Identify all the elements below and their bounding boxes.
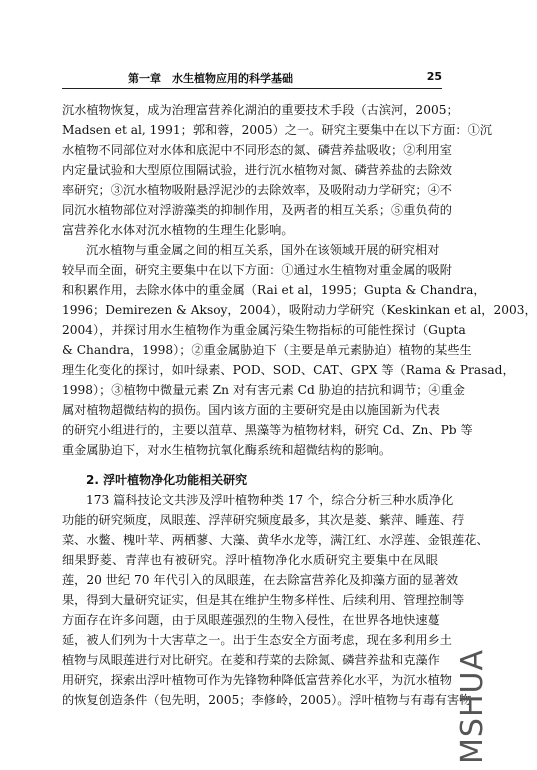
text-line: 1996；Demirezen & Aksoy，2004），吸附动力学研究（Keskinkan et al，2003， bbox=[62, 303, 537, 317]
text-line: 方面存在许多问题，由于凤眼莲强烈的生物入侵性，在世界各地快速蔓 bbox=[62, 613, 440, 627]
running-header bbox=[62, 66, 442, 89]
text-line: 富营养化水体对沉水植物的生理生化影响。 bbox=[62, 223, 294, 237]
text-line: 同沉水植物部位对浮游藻类的抑制作用，及两者的相互关系；⑤重负荷的 bbox=[62, 203, 452, 217]
text-line: 植物与凤眼莲进行对比研究。在菱和荇菜的去除氮、磷营养盐和克藻作 bbox=[62, 653, 440, 667]
text-line: 延，被人们列为十大害草之一。出于生态安全方面考虑，现在多利用乡土 bbox=[62, 633, 452, 647]
text-line: 重金属胁迫下，对水生植物抗氧化酶系统和超微结构的影响。 bbox=[62, 443, 392, 457]
text-line: 的恢复创造条件（包先明，2005；李修岭，2005）。浮叶植物与有毒有害物 bbox=[62, 693, 472, 707]
text-line: 和积累作用，去除水体中的重金属（Rai et al，1995；Gupta & Chandra， bbox=[62, 283, 486, 297]
paragraph-2 bbox=[62, 240, 537, 460]
chapter-title: 第一章 水生植物应用的科学基础 bbox=[128, 72, 293, 85]
section-heading: 2. 浮叶植物净化功能相关研究 bbox=[86, 473, 248, 487]
text-line: 沉水植物与重金属之间的相互关系，国外在该领域开展的研究相对 bbox=[86, 243, 440, 257]
page-number: 25 bbox=[426, 70, 442, 83]
text-line: 沉水植物恢复，成为治理富营养化湖泊的重要技术手段（古滨河，2005； bbox=[62, 103, 459, 117]
text-line: 功能的研究频度，凤眼莲、浮萍研究频度最多，其次是菱、紫萍、睡莲、荇 bbox=[62, 513, 465, 527]
text-line: 1998）；③植物中微量元素 Zn 对有害元素 Cd 胁迫的拮抗和调节；④重金 bbox=[62, 383, 465, 397]
text-line: & Chandra，1998）；②重金属胁迫下（主要是单元素胁迫）植物的某些生 bbox=[62, 343, 472, 357]
text-line: 莲，20 世纪 70 年代引入的凤眼莲，在去除富营养化及抑藻方面的显著效 bbox=[62, 573, 459, 587]
text-line: Madsen et al, 1991；郭和蓉，2005）之一。研究主要集中在以下方面：①沉 bbox=[62, 123, 492, 137]
text-line: 2004），并探讨用水生植物作为重金属污染生物指标的可能性探讨（Gupta bbox=[62, 323, 466, 337]
text-line: 173 篇科技论文共涉及浮叶植物种类 17 个，综合分析三种水质净化 bbox=[86, 493, 454, 507]
text-line: 内定量试验和大型原位围隔试验，进行沉水植物对氮、磷营养盐的去除效 bbox=[62, 163, 452, 177]
text-line: 菜、水鳖、槐叶苹、两栖蓼、大藻、黄华水龙等，满江红、水浮莲、金银莲花、 bbox=[62, 533, 489, 547]
text-line: 水植物不同部位对水体和底泥中不同形态的氮、磷营养盐吸收；②利用室 bbox=[62, 143, 452, 157]
text-line: 用研究，探索出浮叶植物可作为先锋物种降低富营养化水平，为沉水植物 bbox=[62, 673, 452, 687]
text-line: 理生化变化的探讨，如叶绿素、POD、SOD、CAT、GPX 等（Rama & Prasad， bbox=[62, 363, 515, 377]
text-line: 较早而全面，研究主要集中在以下方面：①通过水生植物对重金属的吸附 bbox=[62, 263, 452, 277]
watermark-text: MSHUA bbox=[455, 649, 490, 764]
text-line: 率研究；③沉水植物吸附悬浮泥沙的去除效率，及吸附动力学研究；④不 bbox=[62, 183, 452, 197]
text-line: 果，得到大量研究证实，但是其在维护生物多样性、后续利用、管理控制等 bbox=[62, 593, 465, 607]
text-line: 的研究小组进行的，主要以菹草、黑藻等为植物材料，研究 Cd、Zn、Pb 等 bbox=[62, 423, 473, 437]
text-line: 属对植物超微结构的损伤。国内该方面的主要研究是由以施国新为代表 bbox=[62, 403, 440, 417]
text-line: 细果野菱、青萍也有被研究。浮叶植物净化水质研究主要集中在凤眼 bbox=[62, 553, 438, 567]
paragraph-1 bbox=[62, 100, 492, 240]
